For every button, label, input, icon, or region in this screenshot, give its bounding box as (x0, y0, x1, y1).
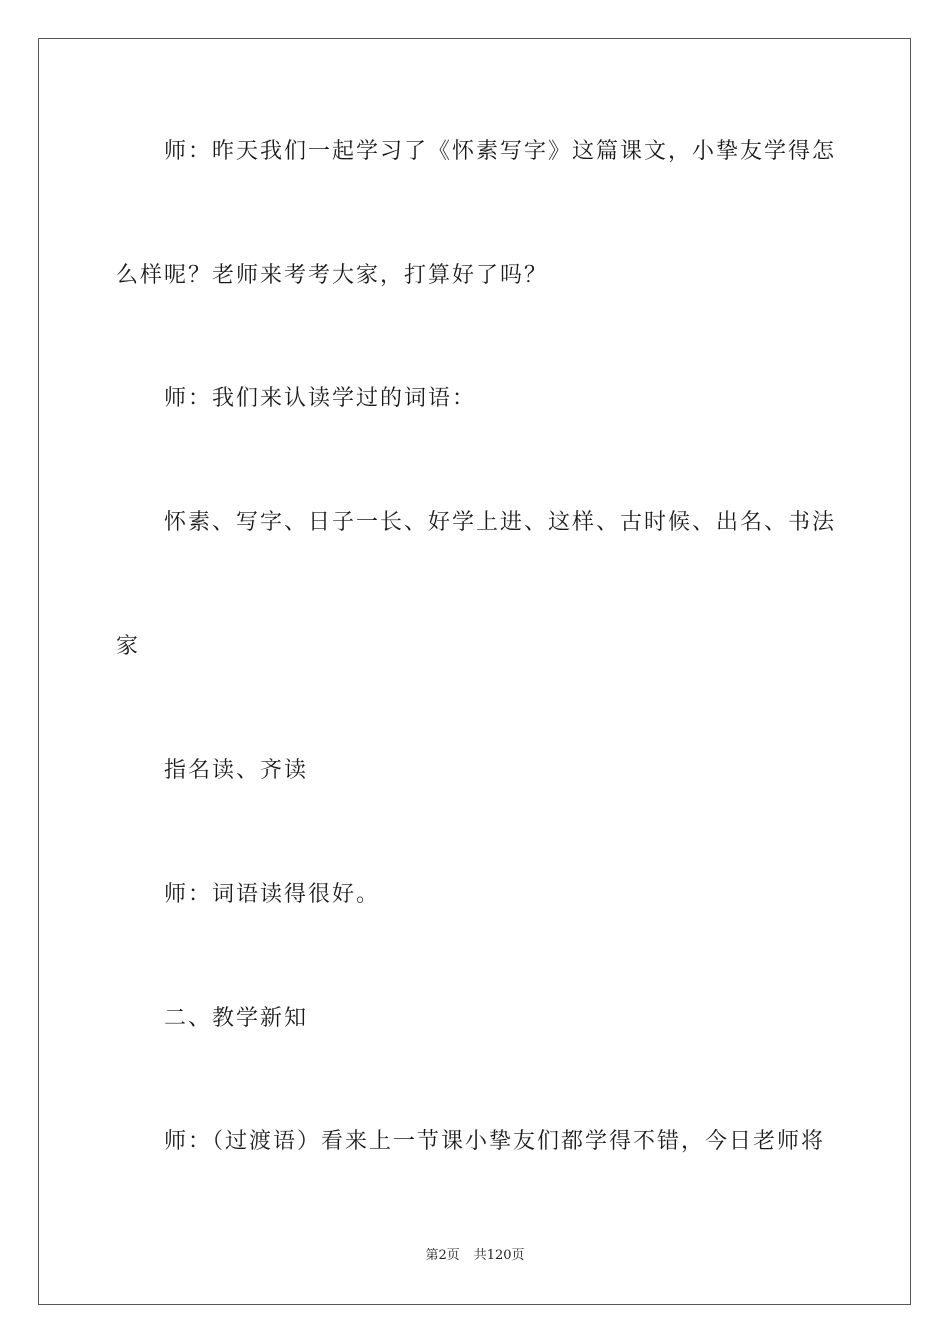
section-heading: 二、教学新知 (164, 1006, 309, 1031)
paragraph-line: 指名读、齐读 (164, 758, 309, 783)
page-number: 第2页 (425, 1248, 460, 1263)
page-total: 共120页 (473, 1248, 525, 1263)
page-border (38, 38, 911, 1305)
paragraph-line: 师：昨天我们一起学习了《怀素写字》这篇课文，小挚友学得怎 (164, 139, 837, 164)
paragraph-line: 师：词语读得很好。 (164, 882, 381, 907)
paragraph-line: 家 (116, 634, 141, 659)
paragraph-line: 么样呢？老师来考考大家，打算好了吗？ (116, 263, 549, 288)
paragraph-line: 怀素、写字、日子一长、好学上进、这样、古时候、出名、书法 (164, 510, 837, 535)
page-footer (0, 1247, 950, 1265)
paragraph-line: 师：（过渡语）看来上一节课小挚友们都学得不错，今日老师将 (164, 1129, 826, 1154)
paragraph-line: 师：我们来认读学过的词语： (164, 386, 477, 411)
